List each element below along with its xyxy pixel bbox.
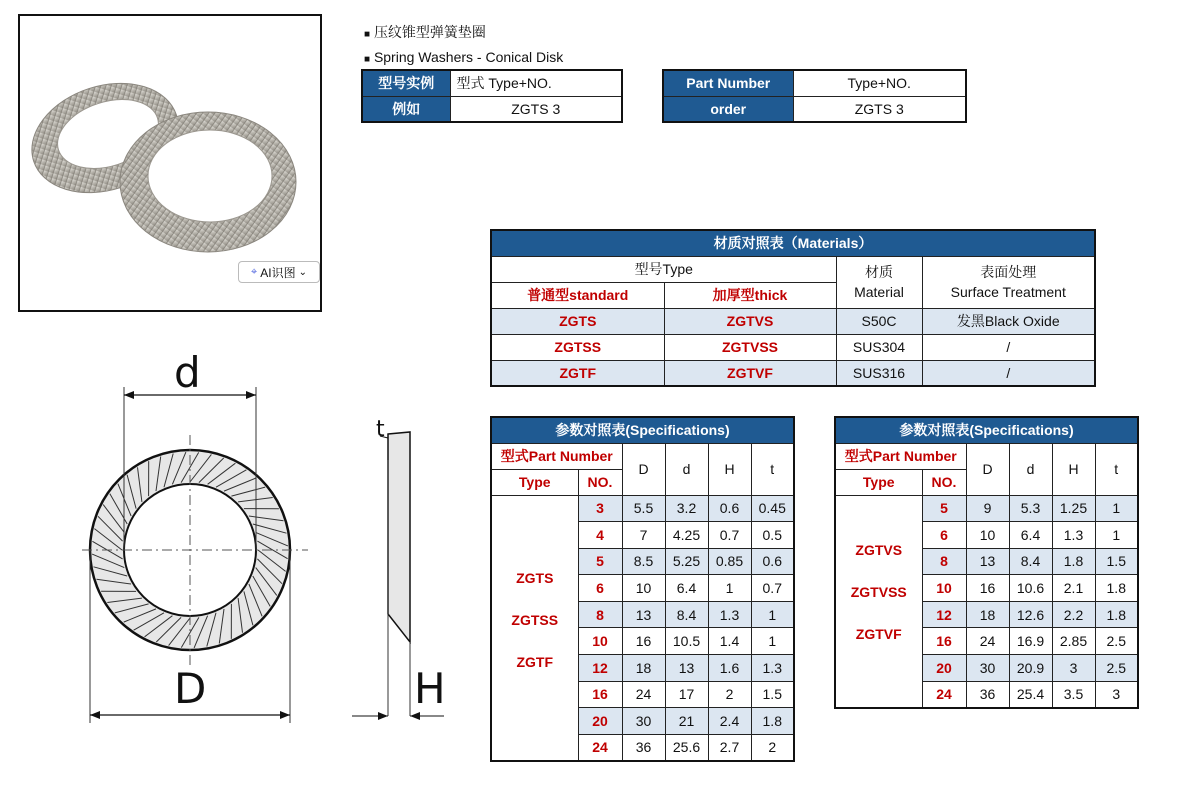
spec-d-cell: 17 xyxy=(665,681,708,708)
spec2-col-D: D xyxy=(966,443,1009,495)
spec-H-cell: 1 xyxy=(708,575,751,602)
spec-t-cell: 0.45 xyxy=(751,495,794,522)
spec1-title: 参数对照表(Specifications) xyxy=(491,417,794,443)
dimension-label-t: t xyxy=(376,417,385,442)
type-name: ZGTVS xyxy=(855,541,903,558)
spec-t-cell: 1 xyxy=(1095,495,1138,522)
spec-D-cell: 9 xyxy=(966,495,1009,522)
surface-cell: / xyxy=(922,334,1095,360)
spec-D-cell: 18 xyxy=(966,601,1009,628)
spec-d-cell: 5.3 xyxy=(1009,495,1052,522)
title-cn-row xyxy=(364,22,486,42)
bullet-icon: ■ xyxy=(364,29,371,40)
order-cn-label: 型号实例 xyxy=(362,70,450,96)
title-cn: 压纹锥型弹簧垫圈 xyxy=(373,24,486,40)
no-cell: 5 xyxy=(922,495,966,522)
spec2-col-d: d xyxy=(1009,443,1052,495)
chevron-down-icon: ⌄ xyxy=(298,266,307,278)
no-cell: 8 xyxy=(922,548,966,575)
no-cell: 20 xyxy=(922,655,966,682)
spec1-pn-header: 型式Part Number xyxy=(491,443,622,469)
spec-d-cell: 5.25 xyxy=(665,548,708,575)
spec-H-cell: 1.3 xyxy=(708,601,751,628)
materials-material-header xyxy=(836,256,922,308)
spec-t-cell: 1.8 xyxy=(1095,601,1138,628)
no-cell: 16 xyxy=(922,628,966,655)
order-en-label: Part Number xyxy=(663,70,793,96)
materials-standard-header: 普通型standard xyxy=(491,282,664,308)
materials-surface-header xyxy=(922,256,1095,308)
surface-cell: / xyxy=(922,360,1095,386)
spec-H-cell: 2.85 xyxy=(1052,628,1095,655)
surface-header-en: Surface Treatment xyxy=(950,284,1066,300)
spec-H-cell: 1.4 xyxy=(708,628,751,655)
spec-table-thick xyxy=(834,416,1139,709)
spec1-no-header: NO. xyxy=(578,469,622,495)
material-cell: SUS304 xyxy=(836,334,922,360)
no-cell: 12 xyxy=(922,601,966,628)
thick-type-cell: ZGTVSS xyxy=(664,334,836,360)
spec-D-cell: 10 xyxy=(966,522,1009,549)
materials-title: 材质对照表（Materials） xyxy=(491,230,1095,256)
order-example-en-table xyxy=(662,69,967,123)
spec2-pn-header: 型式Part Number xyxy=(835,443,966,469)
spec-D-cell: 30 xyxy=(966,655,1009,682)
title-en: Spring Washers - Conical Disk xyxy=(373,49,564,65)
spec-D-cell: 30 xyxy=(622,708,665,735)
order-en-label: order xyxy=(663,96,793,122)
ai-scan-icon: ⌖ xyxy=(251,265,258,278)
dimension-label-d: d xyxy=(174,348,201,397)
spec-H-cell: 2.7 xyxy=(708,734,751,761)
table-row xyxy=(491,308,1095,334)
spec1-col-H: H xyxy=(708,443,751,495)
spec-t-cell: 1.5 xyxy=(1095,548,1138,575)
spec-d-cell: 16.9 xyxy=(1009,628,1052,655)
spec-d-cell: 20.9 xyxy=(1009,655,1052,682)
no-cell: 12 xyxy=(578,655,622,682)
spec2-col-H: H xyxy=(1052,443,1095,495)
order-cn-label: 例如 xyxy=(362,96,450,122)
spec1-type-header: Type xyxy=(491,469,578,495)
spec-t-cell: 0.7 xyxy=(751,575,794,602)
spec1-col-t: t xyxy=(751,443,794,495)
spec-D-cell: 36 xyxy=(622,734,665,761)
thick-type-cell: ZGTVS xyxy=(664,308,836,334)
material-cell: S50C xyxy=(836,308,922,334)
no-cell: 3 xyxy=(578,495,622,522)
spec-t-cell: 0.5 xyxy=(751,522,794,549)
spec-t-cell: 2.5 xyxy=(1095,655,1138,682)
spec-table-standard xyxy=(490,416,795,762)
spec-d-cell: 25.6 xyxy=(665,734,708,761)
spec-D-cell: 8.5 xyxy=(622,548,665,575)
spec-D-cell: 16 xyxy=(966,575,1009,602)
ai-recognize-button[interactable] xyxy=(238,261,320,283)
spec2-type-header: Type xyxy=(835,469,922,495)
no-cell: 20 xyxy=(578,708,622,735)
title-en-row xyxy=(364,49,563,65)
materials-thick-header: 加厚型thick xyxy=(664,282,836,308)
spec-t-cell: 1.3 xyxy=(751,655,794,682)
spec-d-cell: 10.6 xyxy=(1009,575,1052,602)
no-cell: 4 xyxy=(578,522,622,549)
standard-type-cell: ZGTS xyxy=(491,308,664,334)
spec2-title: 参数对照表(Specifications) xyxy=(835,417,1138,443)
spec-D-cell: 24 xyxy=(622,681,665,708)
order-cn-value: 型式 Type+NO. xyxy=(450,70,622,96)
no-cell: 24 xyxy=(922,681,966,708)
spec-D-cell: 13 xyxy=(622,601,665,628)
spec-t-cell: 1.8 xyxy=(1095,575,1138,602)
materials-type-header: 型号Type xyxy=(491,256,836,282)
spec-d-cell: 21 xyxy=(665,708,708,735)
spec-d-cell: 6.4 xyxy=(1009,522,1052,549)
spec-d-cell: 10.5 xyxy=(665,628,708,655)
spec-t-cell: 0.6 xyxy=(751,548,794,575)
spec-t-cell: 1 xyxy=(751,628,794,655)
spec-H-cell: 2.4 xyxy=(708,708,751,735)
type-group-cell xyxy=(835,495,922,708)
spec-H-cell: 2 xyxy=(708,681,751,708)
spec-d-cell: 8.4 xyxy=(1009,548,1052,575)
spec-D-cell: 10 xyxy=(622,575,665,602)
spec-D-cell: 16 xyxy=(622,628,665,655)
table-row xyxy=(835,495,1138,522)
spec-H-cell: 1.6 xyxy=(708,655,751,682)
spec-t-cell: 1 xyxy=(751,601,794,628)
spec-d-cell: 12.6 xyxy=(1009,601,1052,628)
dimension-label-H: H xyxy=(414,664,446,713)
spec-D-cell: 24 xyxy=(966,628,1009,655)
no-cell: 5 xyxy=(578,548,622,575)
spec-D-cell: 5.5 xyxy=(622,495,665,522)
spec2-col-t: t xyxy=(1095,443,1138,495)
spec1-col-D: D xyxy=(622,443,665,495)
spec-t-cell: 1 xyxy=(1095,522,1138,549)
type-name: ZGTF xyxy=(516,653,554,670)
spec-d-cell: 4.25 xyxy=(665,522,708,549)
order-en-value: Type+NO. xyxy=(793,70,966,96)
no-cell: 8 xyxy=(578,601,622,628)
no-cell: 6 xyxy=(578,575,622,602)
type-name: ZGTS xyxy=(516,569,554,586)
no-cell: 10 xyxy=(922,575,966,602)
spec-H-cell: 2.2 xyxy=(1052,601,1095,628)
materials-table xyxy=(490,229,1096,387)
spec-H-cell: 1.3 xyxy=(1052,522,1095,549)
table-row xyxy=(491,495,794,522)
dimension-label-D: D xyxy=(174,664,207,713)
no-cell: 10 xyxy=(578,628,622,655)
order-example-cn-table xyxy=(361,69,623,123)
material-header-en: Material xyxy=(854,284,904,300)
spec-D-cell: 18 xyxy=(622,655,665,682)
spec-D-cell: 7 xyxy=(622,522,665,549)
spec-t-cell: 1.8 xyxy=(751,708,794,735)
spec-H-cell: 0.85 xyxy=(708,548,751,575)
spec-H-cell: 2.1 xyxy=(1052,575,1095,602)
material-cell: SUS316 xyxy=(836,360,922,386)
ai-badge-label: AI识图 xyxy=(260,265,296,280)
type-name: ZGTSS xyxy=(511,611,559,628)
spec-H-cell: 3.5 xyxy=(1052,681,1095,708)
spec-D-cell: 36 xyxy=(966,681,1009,708)
bullet-icon: ■ xyxy=(364,54,371,65)
type-group-cell xyxy=(491,495,578,761)
type-name: ZGTVSS xyxy=(850,583,907,600)
surface-cell: 发黑Black Oxide xyxy=(922,308,1095,334)
thick-type-cell: ZGTVF xyxy=(664,360,836,386)
standard-type-cell: ZGTSS xyxy=(491,334,664,360)
spec-H-cell: 1.25 xyxy=(1052,495,1095,522)
spec-H-cell: 0.7 xyxy=(708,522,751,549)
no-cell: 24 xyxy=(578,734,622,761)
spec-t-cell: 2.5 xyxy=(1095,628,1138,655)
spec-d-cell: 8.4 xyxy=(665,601,708,628)
spec-D-cell: 13 xyxy=(966,548,1009,575)
standard-type-cell: ZGTF xyxy=(491,360,664,386)
spec-t-cell: 3 xyxy=(1095,681,1138,708)
order-en-value: ZGTS 3 xyxy=(793,96,966,122)
spec-H-cell: 3 xyxy=(1052,655,1095,682)
spec-d-cell: 6.4 xyxy=(665,575,708,602)
spec-t-cell: 2 xyxy=(751,734,794,761)
spec1-col-d: d xyxy=(665,443,708,495)
order-cn-value: ZGTS 3 xyxy=(450,96,622,122)
spec-H-cell: 1.8 xyxy=(1052,548,1095,575)
surface-header-cn: 表面处理 xyxy=(980,264,1037,280)
spec-d-cell: 3.2 xyxy=(665,495,708,522)
spec-d-cell: 13 xyxy=(665,655,708,682)
table-row xyxy=(491,334,1095,360)
table-row xyxy=(491,360,1095,386)
no-cell: 6 xyxy=(922,522,966,549)
material-header-cn: 材质 xyxy=(865,264,893,280)
no-cell: 16 xyxy=(578,681,622,708)
spec-d-cell: 25.4 xyxy=(1009,681,1052,708)
type-name: ZGTVF xyxy=(855,625,902,642)
spec2-no-header: NO. xyxy=(922,469,966,495)
spec-H-cell: 0.6 xyxy=(708,495,751,522)
spec-t-cell: 1.5 xyxy=(751,681,794,708)
